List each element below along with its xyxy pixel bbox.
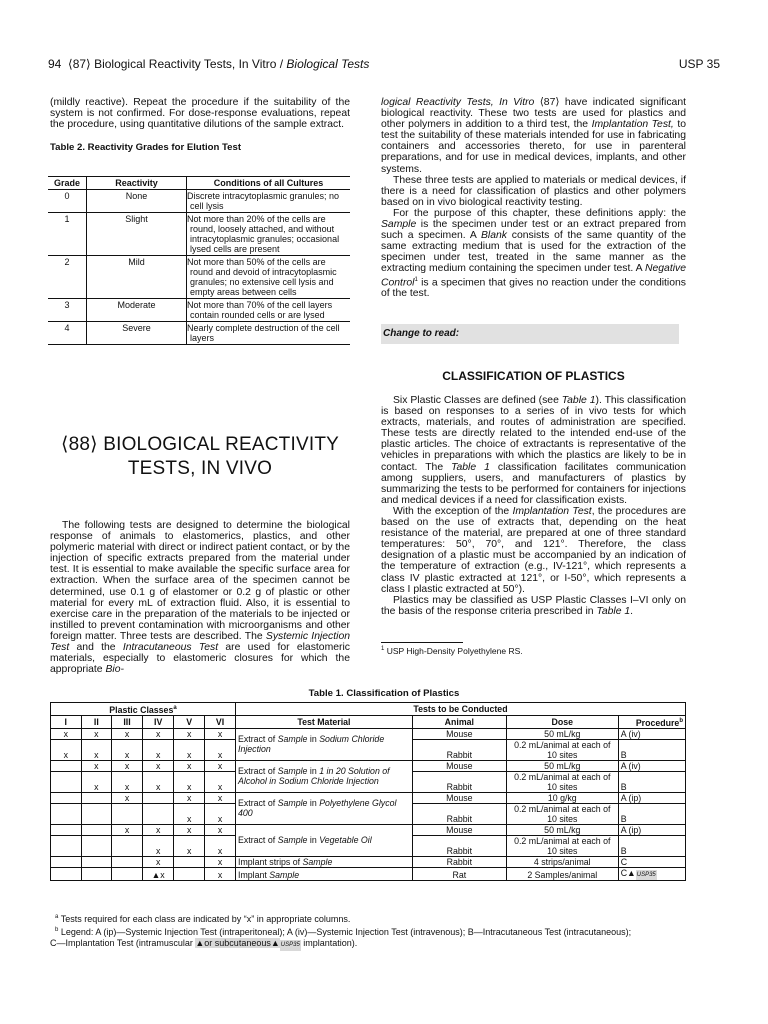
animal-cell: Rabbit <box>412 835 506 856</box>
paragraph: For the purpose of this chapter, these definitions apply: the Sample is the specimen under test or an extract prepared from such a specimen. A Blank consists of the same quantity of the same extracting medium that is used for the extraction of the specimen under test, treated in the same manner as the extracting medium containing the specimen under test. A Negative Control$^1$ is a specimen that gives no reaction under the conditions of the test. <box>381 207 686 300</box>
conditions-cell: Discrete intracytoplasmic granules; no cell lysis <box>187 190 351 213</box>
change-to-read-label: Change to read: <box>381 324 679 344</box>
paragraph: Six Plastic Classes are defined (see Table 1). This classification is based on responses to a series of in vivo tests for which extracts, materials, and routes of administration are specified. These tests are directly related to the intended end-use of the plastic articles. The choice of extractants is representative of the vehicles in preparations with which the plastics are likely to be in contact. The Table 1 classification facilitates communication among suppliers, users, and manufacturers of plastics by summarizing the tests to be performed for containers for injections and medical devices if a need for classification exists. <box>381 395 687 506</box>
class-mark-cell: x <box>81 771 112 792</box>
table-group-header-row <box>51 703 686 716</box>
class-mark-cell <box>51 835 82 856</box>
note: $^a$ Tests required for each class are indicated by “x” in appropriate columns. <box>55 914 351 924</box>
column-header: II <box>81 715 112 728</box>
column-header: Conditions of all Cultures <box>187 177 351 190</box>
class-mark-cell <box>112 835 143 856</box>
class-mark-cell: x <box>174 760 205 771</box>
left-column <box>50 97 350 153</box>
dose-cell: 50 mL/kg <box>506 760 618 771</box>
running-header <box>48 57 720 73</box>
animal-cell: Mouse <box>412 792 506 803</box>
table-row <box>48 213 350 256</box>
column-header: Reactivity <box>87 177 187 190</box>
class-mark-cell: x <box>112 728 143 739</box>
reactivity-grades-table <box>48 176 350 345</box>
class-mark-cell: ▲x <box>142 867 173 880</box>
procedure-cell: C <box>618 856 685 867</box>
class-mark-cell: x <box>142 824 173 835</box>
chapter-title-line: ⟨88⟩ BIOLOGICAL REACTIVITY <box>60 434 339 455</box>
class-mark-cell: x <box>142 856 173 867</box>
conditions-cell: Nearly complete destruction of the cell layers <box>187 322 351 345</box>
table-header-row <box>48 177 350 190</box>
group-header-tests: Tests to be Conducted <box>236 703 686 716</box>
class-mark-cell: x <box>174 739 205 760</box>
footnote: $^1$ USP High-Density Polyethylene RS. <box>381 646 523 656</box>
class-mark-cell: x <box>205 739 236 760</box>
reactivity-cell: Slight <box>87 213 187 256</box>
test-material-cell: Implant Sample <box>236 867 413 880</box>
class-mark-cell: x <box>51 739 82 760</box>
dose-cell: 0.2 mL/animal at each of 10 sites <box>506 739 618 760</box>
header-chapter-title: ⟨87⟩ Biological Reactivity Tests, In Vitro <box>68 57 277 71</box>
table-row <box>51 728 686 739</box>
column-header: Procedure$^b$ <box>618 715 685 728</box>
class-mark-cell <box>51 856 82 867</box>
table-row <box>51 792 686 803</box>
chapter-title-line: TESTS, IN VIVO <box>127 458 273 479</box>
group-header-classes: Plastic Classes$^a$ <box>51 703 236 716</box>
class-mark-cell: x <box>205 856 236 867</box>
grade-cell: 0 <box>48 190 87 213</box>
classification-text <box>381 395 686 617</box>
animal-cell: Rabbit <box>412 771 506 792</box>
classification-table <box>50 702 686 881</box>
class-mark-cell <box>142 792 173 803</box>
class-mark-cell <box>81 835 112 856</box>
class-mark-cell: x <box>81 760 112 771</box>
grade-cell: 1 <box>48 213 87 256</box>
grade-cell: 3 <box>48 299 87 322</box>
column-header: Animal <box>412 715 506 728</box>
class-mark-cell: x <box>174 771 205 792</box>
animal-cell: Rabbit <box>412 803 506 824</box>
class-mark-cell: x <box>142 835 173 856</box>
class-mark-cell: x <box>112 824 143 835</box>
procedure-cell: A (iv) <box>618 728 685 739</box>
class-mark-cell <box>51 760 82 771</box>
procedure-cell: A (ip) <box>618 824 685 835</box>
conditions-cell: Not more than 70% of the cell layers contain rounded cells or are lysed <box>187 299 351 322</box>
table-row <box>48 299 350 322</box>
class-mark-cell: x <box>112 771 143 792</box>
paragraph: Plastics may be classified as USP Plastic Classes I–VI only on the basis of the response criteria prescribed in Table 1. <box>381 594 686 617</box>
class-mark-cell <box>81 803 112 824</box>
table-row <box>48 256 350 299</box>
class-mark-cell <box>112 803 143 824</box>
header-left: 94 ⟨87⟩ Biological Reactivity Tests, In Vitro / Biological Tests <box>48 57 370 71</box>
table-row <box>51 867 686 880</box>
animal-cell: Rabbit <box>412 739 506 760</box>
class-mark-cell <box>174 867 205 880</box>
table2-caption: Table 2. Reactivity Grades for Elution Test <box>50 142 242 154</box>
reactivity-cell: Moderate <box>87 299 187 322</box>
reactivity-cell: Severe <box>87 322 187 345</box>
header-edition: USP 35 <box>678 57 720 71</box>
class-mark-cell: x <box>205 867 236 880</box>
class-mark-cell <box>81 856 112 867</box>
paragraph: (mildly reactive). Repeat the procedure if the suitability of the system is not confirmed. For dose-response evaluations, repeat the procedure, using quantitative dilutions of the sample extract. <box>50 97 350 131</box>
dose-cell: 10 g/kg <box>506 792 618 803</box>
animal-cell: Rabbit <box>412 856 506 867</box>
class-mark-cell: x <box>174 835 205 856</box>
note: $^b$ Legend: A (ip)—Systemic Injection Test (intraperitoneal); A (iv)—Systemic Injection Test (intravenous); B—Intracutaneous Test (intracutaneous); <box>55 927 632 937</box>
chapter-88-title <box>50 433 350 481</box>
class-mark-cell: x <box>174 728 205 739</box>
class-mark-cell <box>174 856 205 867</box>
test-material-cell: Implant strips of Sample <box>236 856 413 867</box>
column-header: VI <box>205 715 236 728</box>
class-mark-cell: x <box>205 824 236 835</box>
table-row <box>51 760 686 771</box>
column-header: III <box>112 715 143 728</box>
table-row <box>51 856 686 867</box>
test-material-cell: Extract of Sample in Sodium Chloride Injection <box>236 728 413 760</box>
class-mark-cell: x <box>174 803 205 824</box>
note: C—Implantation Test (intramuscular ▲or subcutaneous▲USP35 implantation). <box>50 938 710 951</box>
class-mark-cell: x <box>81 739 112 760</box>
class-mark-cell: x <box>142 728 173 739</box>
procedure-cell: A (iv) <box>618 760 685 771</box>
procedure-cell: C▲USP35 <box>618 867 685 880</box>
dose-cell: 0.2 mL/animal at each of 10 sites <box>506 803 618 824</box>
class-mark-cell: x <box>205 771 236 792</box>
dose-cell: 0.2 mL/animal at each of 10 sites <box>506 771 618 792</box>
class-mark-cell <box>142 803 173 824</box>
class-mark-cell <box>81 867 112 880</box>
reactivity-cell: Mild <box>87 256 187 299</box>
table-row <box>51 824 686 835</box>
class-mark-cell: x <box>142 760 173 771</box>
column-header: Test Material <box>236 715 413 728</box>
conditions-cell: Not more than 20% of the cells are round, loosely attached, and without intracytoplasmic granules; occasional lysed cells are present <box>187 213 351 256</box>
class-mark-cell: x <box>112 792 143 803</box>
class-mark-cell: x <box>205 835 236 856</box>
class-mark-cell <box>51 771 82 792</box>
class-mark-cell <box>51 803 82 824</box>
header-section: Biological Tests <box>286 57 370 71</box>
class-mark-cell <box>51 792 82 803</box>
test-material-cell: Extract of Sample in 1 in 20 Solution of Alcohol in Sodium Chloride Injection <box>236 760 413 792</box>
class-mark-cell <box>51 824 82 835</box>
class-mark-cell: x <box>205 803 236 824</box>
animal-cell: Mouse <box>412 760 506 771</box>
table-row <box>48 322 350 345</box>
class-mark-cell: x <box>205 728 236 739</box>
procedure-cell: A (ip) <box>618 792 685 803</box>
right-column <box>381 97 686 299</box>
class-mark-cell <box>81 824 112 835</box>
class-mark-cell <box>112 856 143 867</box>
class-mark-cell: x <box>51 728 82 739</box>
dose-cell: 50 mL/kg <box>506 728 618 739</box>
procedure-cell: B <box>618 835 685 856</box>
class-mark-cell: x <box>142 771 173 792</box>
dose-cell: 0.2 mL/animal at each of 10 sites <box>506 835 618 856</box>
grade-cell: 2 <box>48 256 87 299</box>
dose-cell: 50 mL/kg <box>506 824 618 835</box>
table1-caption: Table 1. Classification of Plastics <box>308 688 460 699</box>
class-mark-cell: x <box>81 728 112 739</box>
test-material-cell: Extract of Sample in Polyethylene Glycol 400 <box>236 792 413 824</box>
paragraph: logical Reactivity Tests, In Vitro ⟨87⟩ have indicated significant biological reactivity. These two tests are used for plastics and other polymers in addition to a third test, the Implantation Test, to test the suitability of these materials intended for use in fabricating containers and accessories thereto, for use in parenteral preparations, and for use in medical devices, implants, and other systems. <box>381 97 686 175</box>
column-header: Dose <box>506 715 618 728</box>
animal-cell: Mouse <box>412 824 506 835</box>
conditions-cell: Not more than 50% of the cells are round and devoid of intracytoplasmic granules; no extensive cell lysis and empty areas between cells <box>187 256 351 299</box>
dose-cell: 2 Samples/animal <box>506 867 618 880</box>
table1-notes <box>50 912 710 951</box>
class-mark-cell: x <box>112 739 143 760</box>
footnote-divider <box>381 642 463 643</box>
chapter-88-intro <box>50 520 350 675</box>
grade-cell: 4 <box>48 322 87 345</box>
class-mark-cell: x <box>174 824 205 835</box>
animal-cell: Mouse <box>412 728 506 739</box>
class-mark-cell: x <box>142 739 173 760</box>
page-number: 94 <box>48 57 62 71</box>
class-mark-cell: x <box>112 760 143 771</box>
class-mark-cell <box>81 792 112 803</box>
class-mark-cell: x <box>205 760 236 771</box>
class-mark-cell: x <box>205 792 236 803</box>
paragraph: These three tests are applied to materials or medical devices, if there is a need for classification of plastics and other polymers based on in vivo biological reactivity testing. <box>381 174 686 208</box>
section-heading: CLASSIFICATION OF PLASTICS <box>442 369 625 383</box>
paragraph: The following tests are designed to determine the biological response of animals to elastomerics, plastics, and other polymeric material with direct or indirect patient contact, or by the injection of specific extracts prepared from the material under test. It is essential to make available the specific surface area for extraction. When the surface area of the specimen cannot be determined, use 0.1 g of elastomer or 0.2 g of plastic or other material for every mL of extraction fluid. Also, it is essential to exercise care in the preparation of the materials to be injected or instilled to prevent contamination with microorganisms and other foreign matter. Three tests are described. The Systemic Injection Test and the Intracutaneous Test are used for elastomeric materials, especially to elastomeric closures for which the appropriate Bio- <box>50 520 351 676</box>
procedure-cell: B <box>618 803 685 824</box>
dose-cell: 4 strips/animal <box>506 856 618 867</box>
procedure-cell: B <box>618 739 685 760</box>
paragraph: With the exception of the Implantation Test, the procedures are based on the use of extracts that, depending on the heat resistance of the material, are prepared at one of three standard temperatures: 50°, 70°, and 121°. Therefore, the class designation of a plastic must be accompanied by an indication of the temperature of extraction (e.g., IV-121°, which represents a class IV plastic extracted at 121°, or I-50°, which represents a class I plastic extracted at 50°). <box>381 505 687 595</box>
class-mark-cell <box>51 867 82 880</box>
column-header: Grade <box>48 177 87 190</box>
procedure-cell: B <box>618 771 685 792</box>
class-mark-cell <box>112 867 143 880</box>
column-header: V <box>174 715 205 728</box>
reactivity-cell: None <box>87 190 187 213</box>
test-material-cell: Extract of Sample in Vegetable Oil <box>236 824 413 856</box>
column-header: I <box>51 715 82 728</box>
animal-cell: Rat <box>412 867 506 880</box>
table-header-row <box>51 715 686 728</box>
class-mark-cell: x <box>174 792 205 803</box>
table-row <box>48 190 350 213</box>
column-header: IV <box>142 715 173 728</box>
